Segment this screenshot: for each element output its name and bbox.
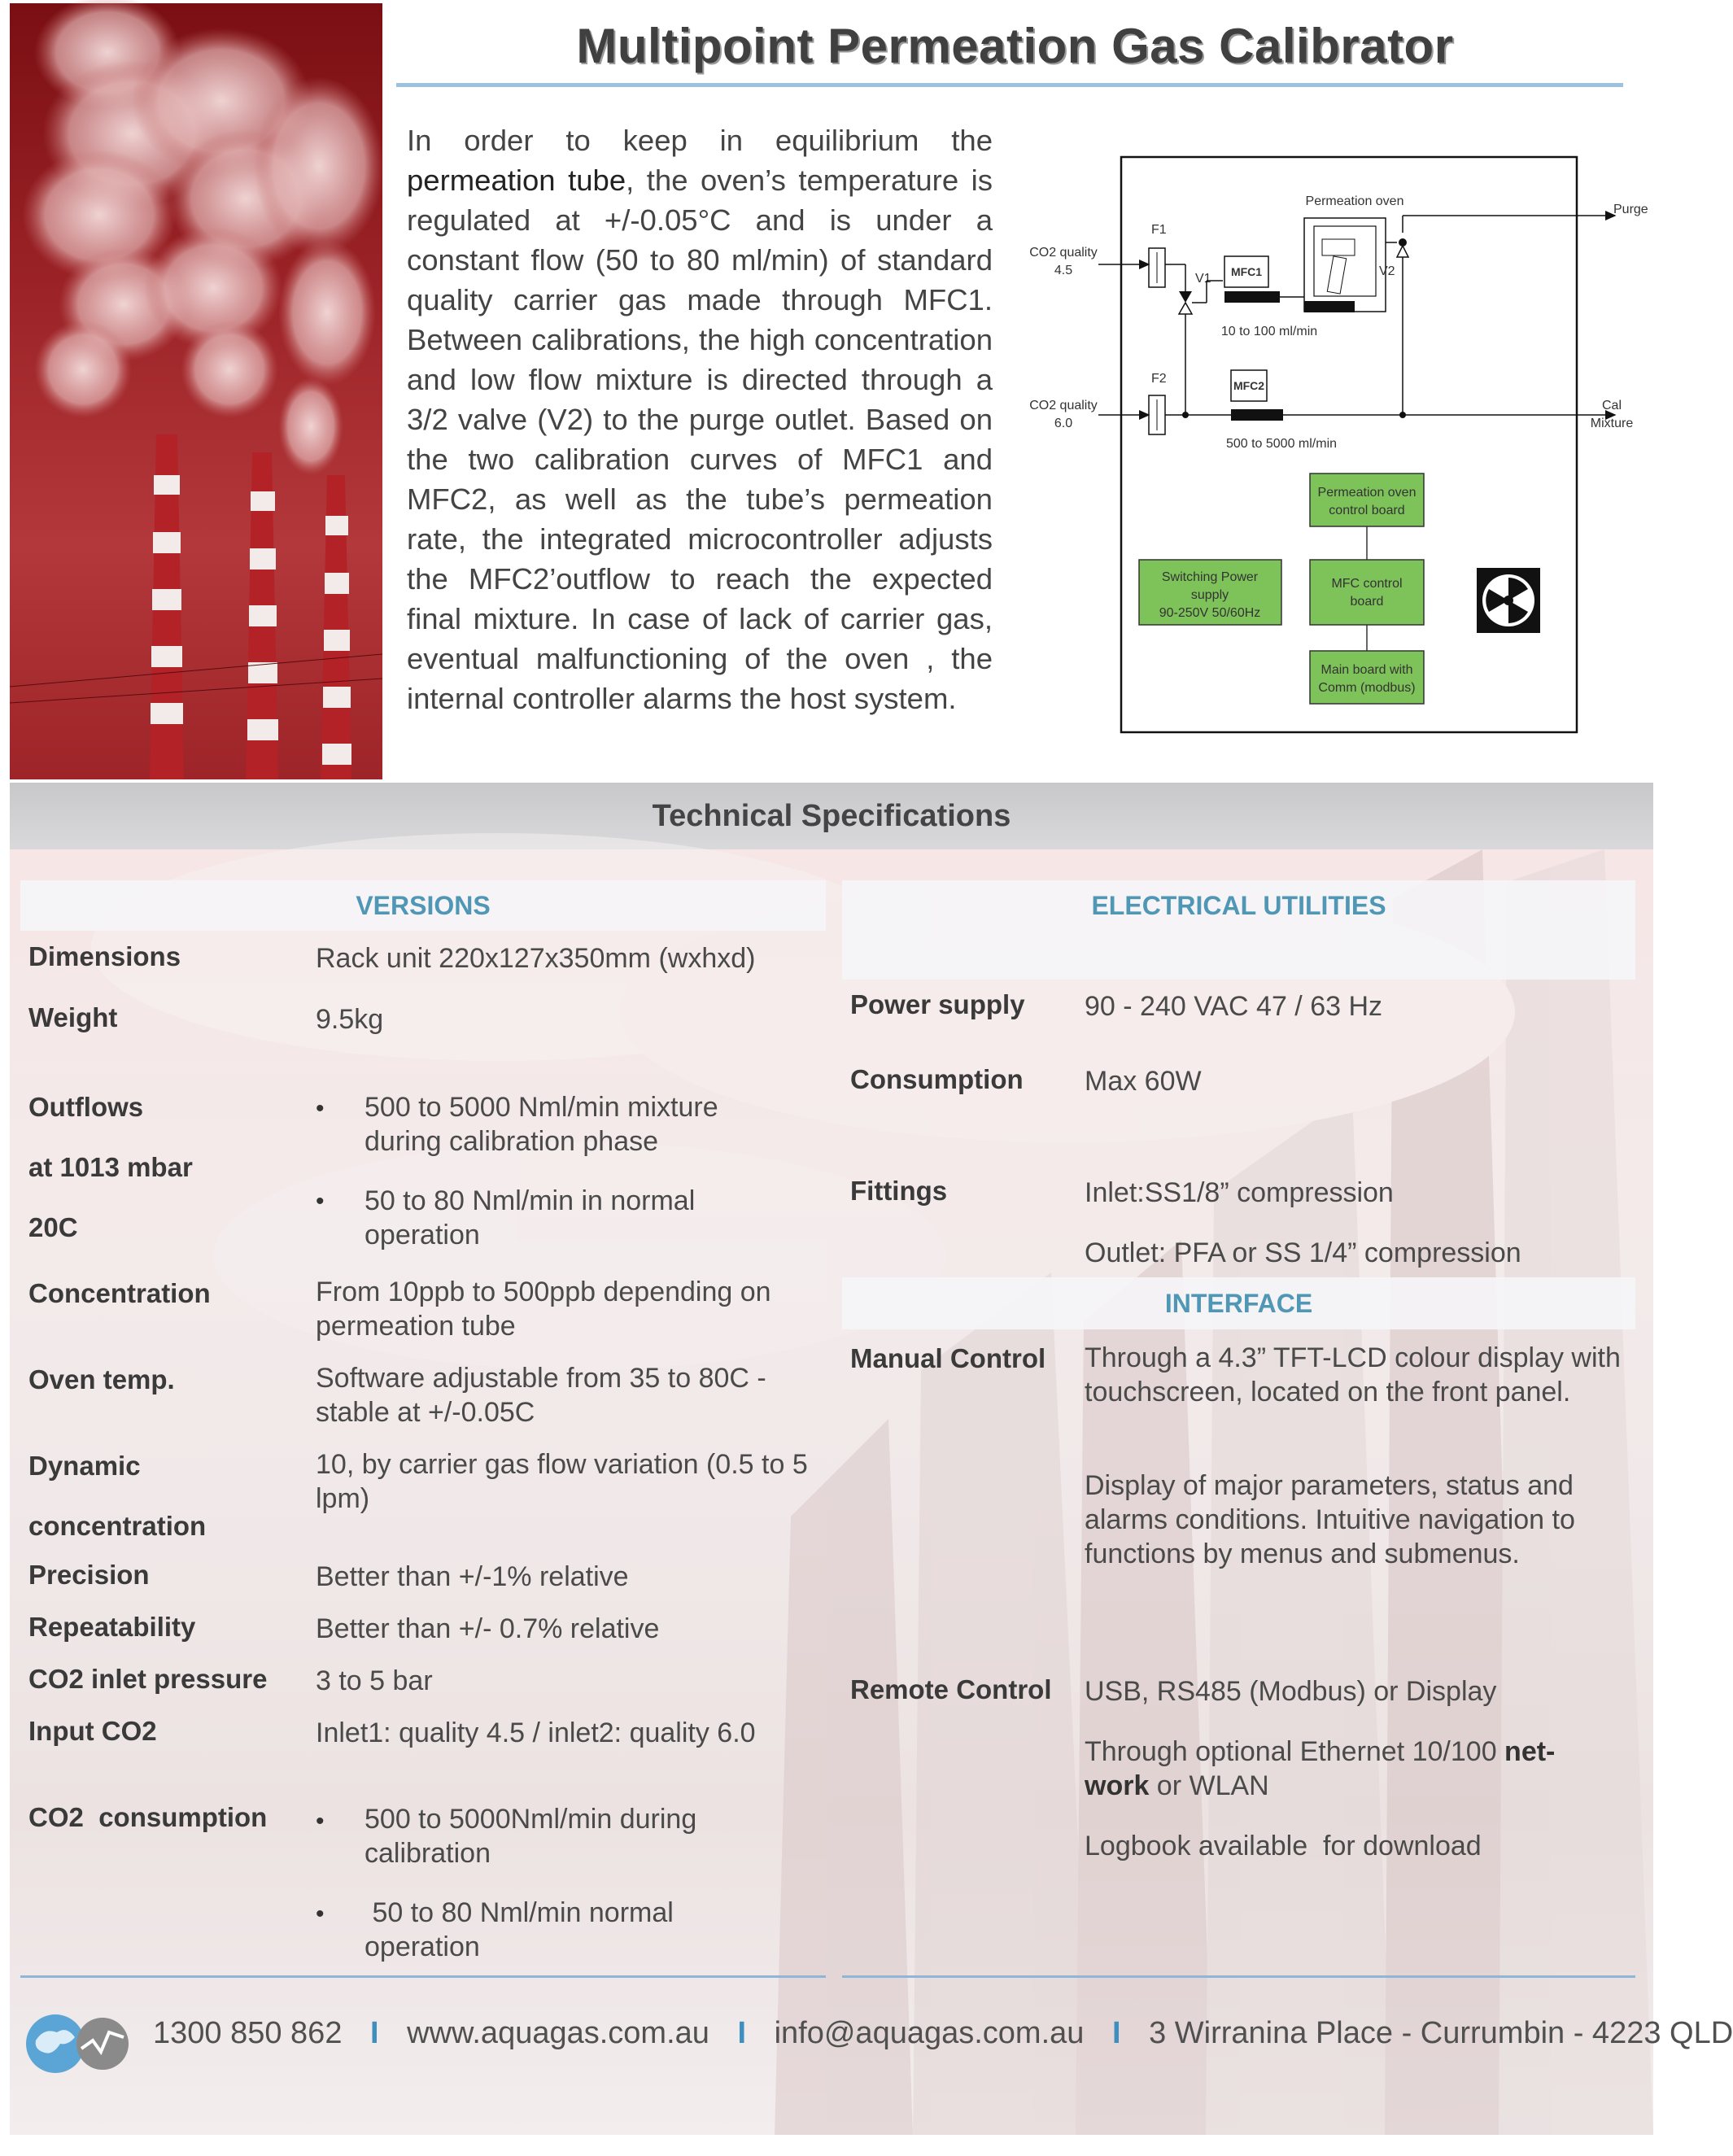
concentration-value: From 10ppb to 500ppb depending on permeation tube <box>316 1277 771 1342</box>
remote-control-value-1: USB, RS485 (Modbus) or Display <box>1085 1676 1497 1707</box>
svg-text:MFC control: MFC control <box>1331 577 1403 591</box>
footer-contact <box>153 2016 1733 2051</box>
main-board-box <box>1310 651 1424 704</box>
cal-mixture-label-1: Cal <box>1601 399 1622 412</box>
stack-3 <box>321 475 351 779</box>
co2-inlet-pressure-label: CO2 inlet pressure <box>28 1664 268 1694</box>
filter-f1-label: F1 <box>1151 223 1167 237</box>
filter-f2-label: F2 <box>1151 372 1167 386</box>
consumption-label: Consumption <box>850 1064 1024 1094</box>
permeation-oven-control-board <box>1310 474 1424 526</box>
svg-text:Main board with: Main board with <box>1320 663 1413 677</box>
svg-text:Switching Power: Switching Power <box>1161 570 1259 584</box>
intro-paragraph <box>407 120 993 718</box>
remote-text-network: net-work <box>1085 1736 1556 1801</box>
weight-label: Weight <box>28 1002 118 1032</box>
smokestacks-illustration <box>10 3 382 779</box>
footer-address: 3 Wirranina Place - Currumbin - 4223 QLD <box>1149 2016 1733 2050</box>
intro-text-start: In order to keep in equilibrium the <box>407 124 993 157</box>
outflows-label-line2: at 1013 mbar <box>28 1152 193 1182</box>
bullet-marker: • <box>316 1095 325 1122</box>
outflows-value-1: 500 to 5000 Nml/min mixture during calibration phase <box>364 1092 718 1157</box>
mfc2-flow-label: 500 to 5000 ml/min <box>1225 437 1338 451</box>
dynamic-label-line2: concentration <box>28 1511 207 1541</box>
footer-separator: I <box>1111 2016 1121 2050</box>
svg-text:90-250V 50/60Hz: 90-250V 50/60Hz <box>1159 606 1261 620</box>
manual-control-value-2: Display of major parameters, status and alarms conditions. Intuitive navigation to functions by menus and submenus. <box>1085 1470 1575 1569</box>
oven-temp-label: Oven temp. <box>28 1364 175 1394</box>
power-supply-label: Power supply <box>850 989 1025 1019</box>
co2-quality-45-label: CO2 quality <box>1029 246 1098 260</box>
manual-control-label: Manual Control <box>850 1343 1046 1373</box>
concentration-label: Concentration <box>28 1278 211 1308</box>
remote-control-value-2 <box>1085 1735 1605 1803</box>
footer-separator: I <box>370 2016 379 2050</box>
co2-quality-45-value: 4.5 <box>1054 264 1073 277</box>
footer-separator: I <box>737 2016 747 2050</box>
outflows-value-2: 50 to 80 Nml/min in normal operation <box>364 1185 696 1250</box>
permeation-oven-label: Permeation oven <box>1305 194 1404 208</box>
valve-v1-label: V1 <box>1195 272 1211 286</box>
intro-bold-term: permeation tube <box>407 164 626 197</box>
co2-consumption-value-1: 500 to 5000Nml/min during calibration <box>364 1804 697 1869</box>
footer-website-link[interactable]: www.aquagas.com.au <box>407 2016 709 2050</box>
title-divider <box>396 83 1623 87</box>
bullet-marker: • <box>316 1808 325 1835</box>
valve-v2-label: V2 <box>1379 264 1395 278</box>
remote-text-c: or WLAN <box>1149 1770 1269 1801</box>
fittings-value-inlet: Inlet:SS1/8” compression <box>1085 1177 1394 1208</box>
footer-email-link[interactable]: info@aquagas.com.au <box>774 2016 1085 2050</box>
precision-value: Better than +/-1% relative <box>316 1561 629 1592</box>
hero-photo-smokestacks <box>10 3 382 779</box>
flow-diagram <box>1021 155 1656 740</box>
versions-heading: VERSIONS <box>20 880 826 931</box>
right-column-divider <box>842 1975 1635 1978</box>
co2-consumption-value-2: 50 to 80 Nml/min normal operation <box>364 1897 682 1962</box>
input-co2-label: Input CO2 <box>28 1716 157 1746</box>
dimensions-value: Rack unit 220x127x350mm (wxhxd) <box>316 943 756 974</box>
oven-temp-value: Software adjustable from 35 to 80C - stable at +/-0.05C <box>316 1363 766 1428</box>
outflows-label-line1: Outflows <box>28 1092 144 1122</box>
stack-2 <box>246 452 278 779</box>
remote-control-value-3: Logbook available for download <box>1085 1831 1482 1861</box>
company-logo <box>24 2010 138 2075</box>
co2-quality-60-value: 6.0 <box>1054 417 1073 430</box>
svg-text:control board: control board <box>1329 504 1405 517</box>
outflows-label-line3: 20C <box>28 1212 78 1242</box>
mfc1-flow-label: 10 to 100 ml/min <box>1220 325 1318 338</box>
repeatability-value: Better than +/- 0.7% relative <box>316 1613 660 1644</box>
dimensions-label: Dimensions <box>28 941 181 971</box>
power-supply-value: 90 - 240 VAC 47 / 63 Hz <box>1085 991 1383 1022</box>
electrical-utilities-heading: ELECTRICAL UTILITIES <box>842 880 1635 980</box>
purge-label: Purge <box>1613 203 1648 216</box>
cal-mixture-label-2: Mixture <box>1590 417 1634 430</box>
svg-text:Permeation oven: Permeation oven <box>1317 486 1417 500</box>
bullet-marker: • <box>316 1188 325 1215</box>
fan-icon <box>1477 568 1540 633</box>
intro-text-rest: , the oven’s temperature is regulated at +/-0.05°C and is under a constant flow (50 to 80 ml/min) of standard quality carrier gas made through MFC1. Between calibrations, the high concentration and low flow mixture is directed through a 3/2 valve (V2) to the purge outlet. Based on the two calibration curves of MFC1 and MFC2, as well as the tube’s permeation rate, the integrated microcontroller adjusts the MFC2’outflow to reach the expected final mixture. In case of lack of carrier gas, eventual malfunctioning of the oven , the internal controller alarms the host system. <box>407 164 993 715</box>
footer-phone[interactable]: 1300 850 862 <box>153 2016 343 2050</box>
dynamic-label-line1: Dynamic <box>28 1451 141 1481</box>
co2-consumption-label: CO2 consumption <box>28 1802 268 1832</box>
svg-text:board: board <box>1350 595 1384 609</box>
technical-specifications-heading: Technical Specifications <box>10 783 1653 849</box>
manual-control-value-1: Through a 4.3” TFT-LCD colour display with touchscreen, located on the front panel. <box>1085 1342 1621 1408</box>
dynamic-value: 10, by carrier gas flow variation (0.5 to 5 lpm) <box>316 1449 808 1514</box>
stack-1 <box>150 434 184 779</box>
precision-label: Precision <box>28 1560 150 1590</box>
mfc-control-board <box>1310 560 1424 625</box>
remote-text-a: Through optional Ethernet 10/100 <box>1085 1736 1505 1767</box>
page-title: Multipoint Permeation Gas Calibrator <box>576 19 1454 73</box>
consumption-value: Max 60W <box>1085 1066 1202 1097</box>
input-co2-value: Inlet1: quality 4.5 / inlet2: quality 6.0 <box>316 1717 756 1748</box>
weight-value: 9.5kg <box>316 1004 384 1035</box>
left-column-divider <box>20 1975 826 1978</box>
svg-text:Comm (modbus): Comm (modbus) <box>1318 681 1416 695</box>
mfc1-label: MFC1 <box>1230 265 1263 278</box>
fittings-value-outlet: Outlet: PFA or SS 1/4” compression <box>1085 1237 1521 1268</box>
interface-heading: INTERFACE <box>842 1277 1635 1329</box>
mfc2-label: MFC2 <box>1233 379 1265 392</box>
switching-power-supply-box <box>1139 560 1281 625</box>
repeatability-label: Repeatability <box>28 1612 196 1642</box>
fittings-label: Fittings <box>850 1176 948 1206</box>
bullet-marker: • <box>316 1901 325 1927</box>
co2-quality-60-label: CO2 quality <box>1029 399 1098 412</box>
remote-control-label: Remote Control <box>850 1674 1052 1704</box>
svg-text:supply: supply <box>1190 588 1229 602</box>
co2-inlet-pressure-value: 3 to 5 bar <box>316 1665 433 1696</box>
